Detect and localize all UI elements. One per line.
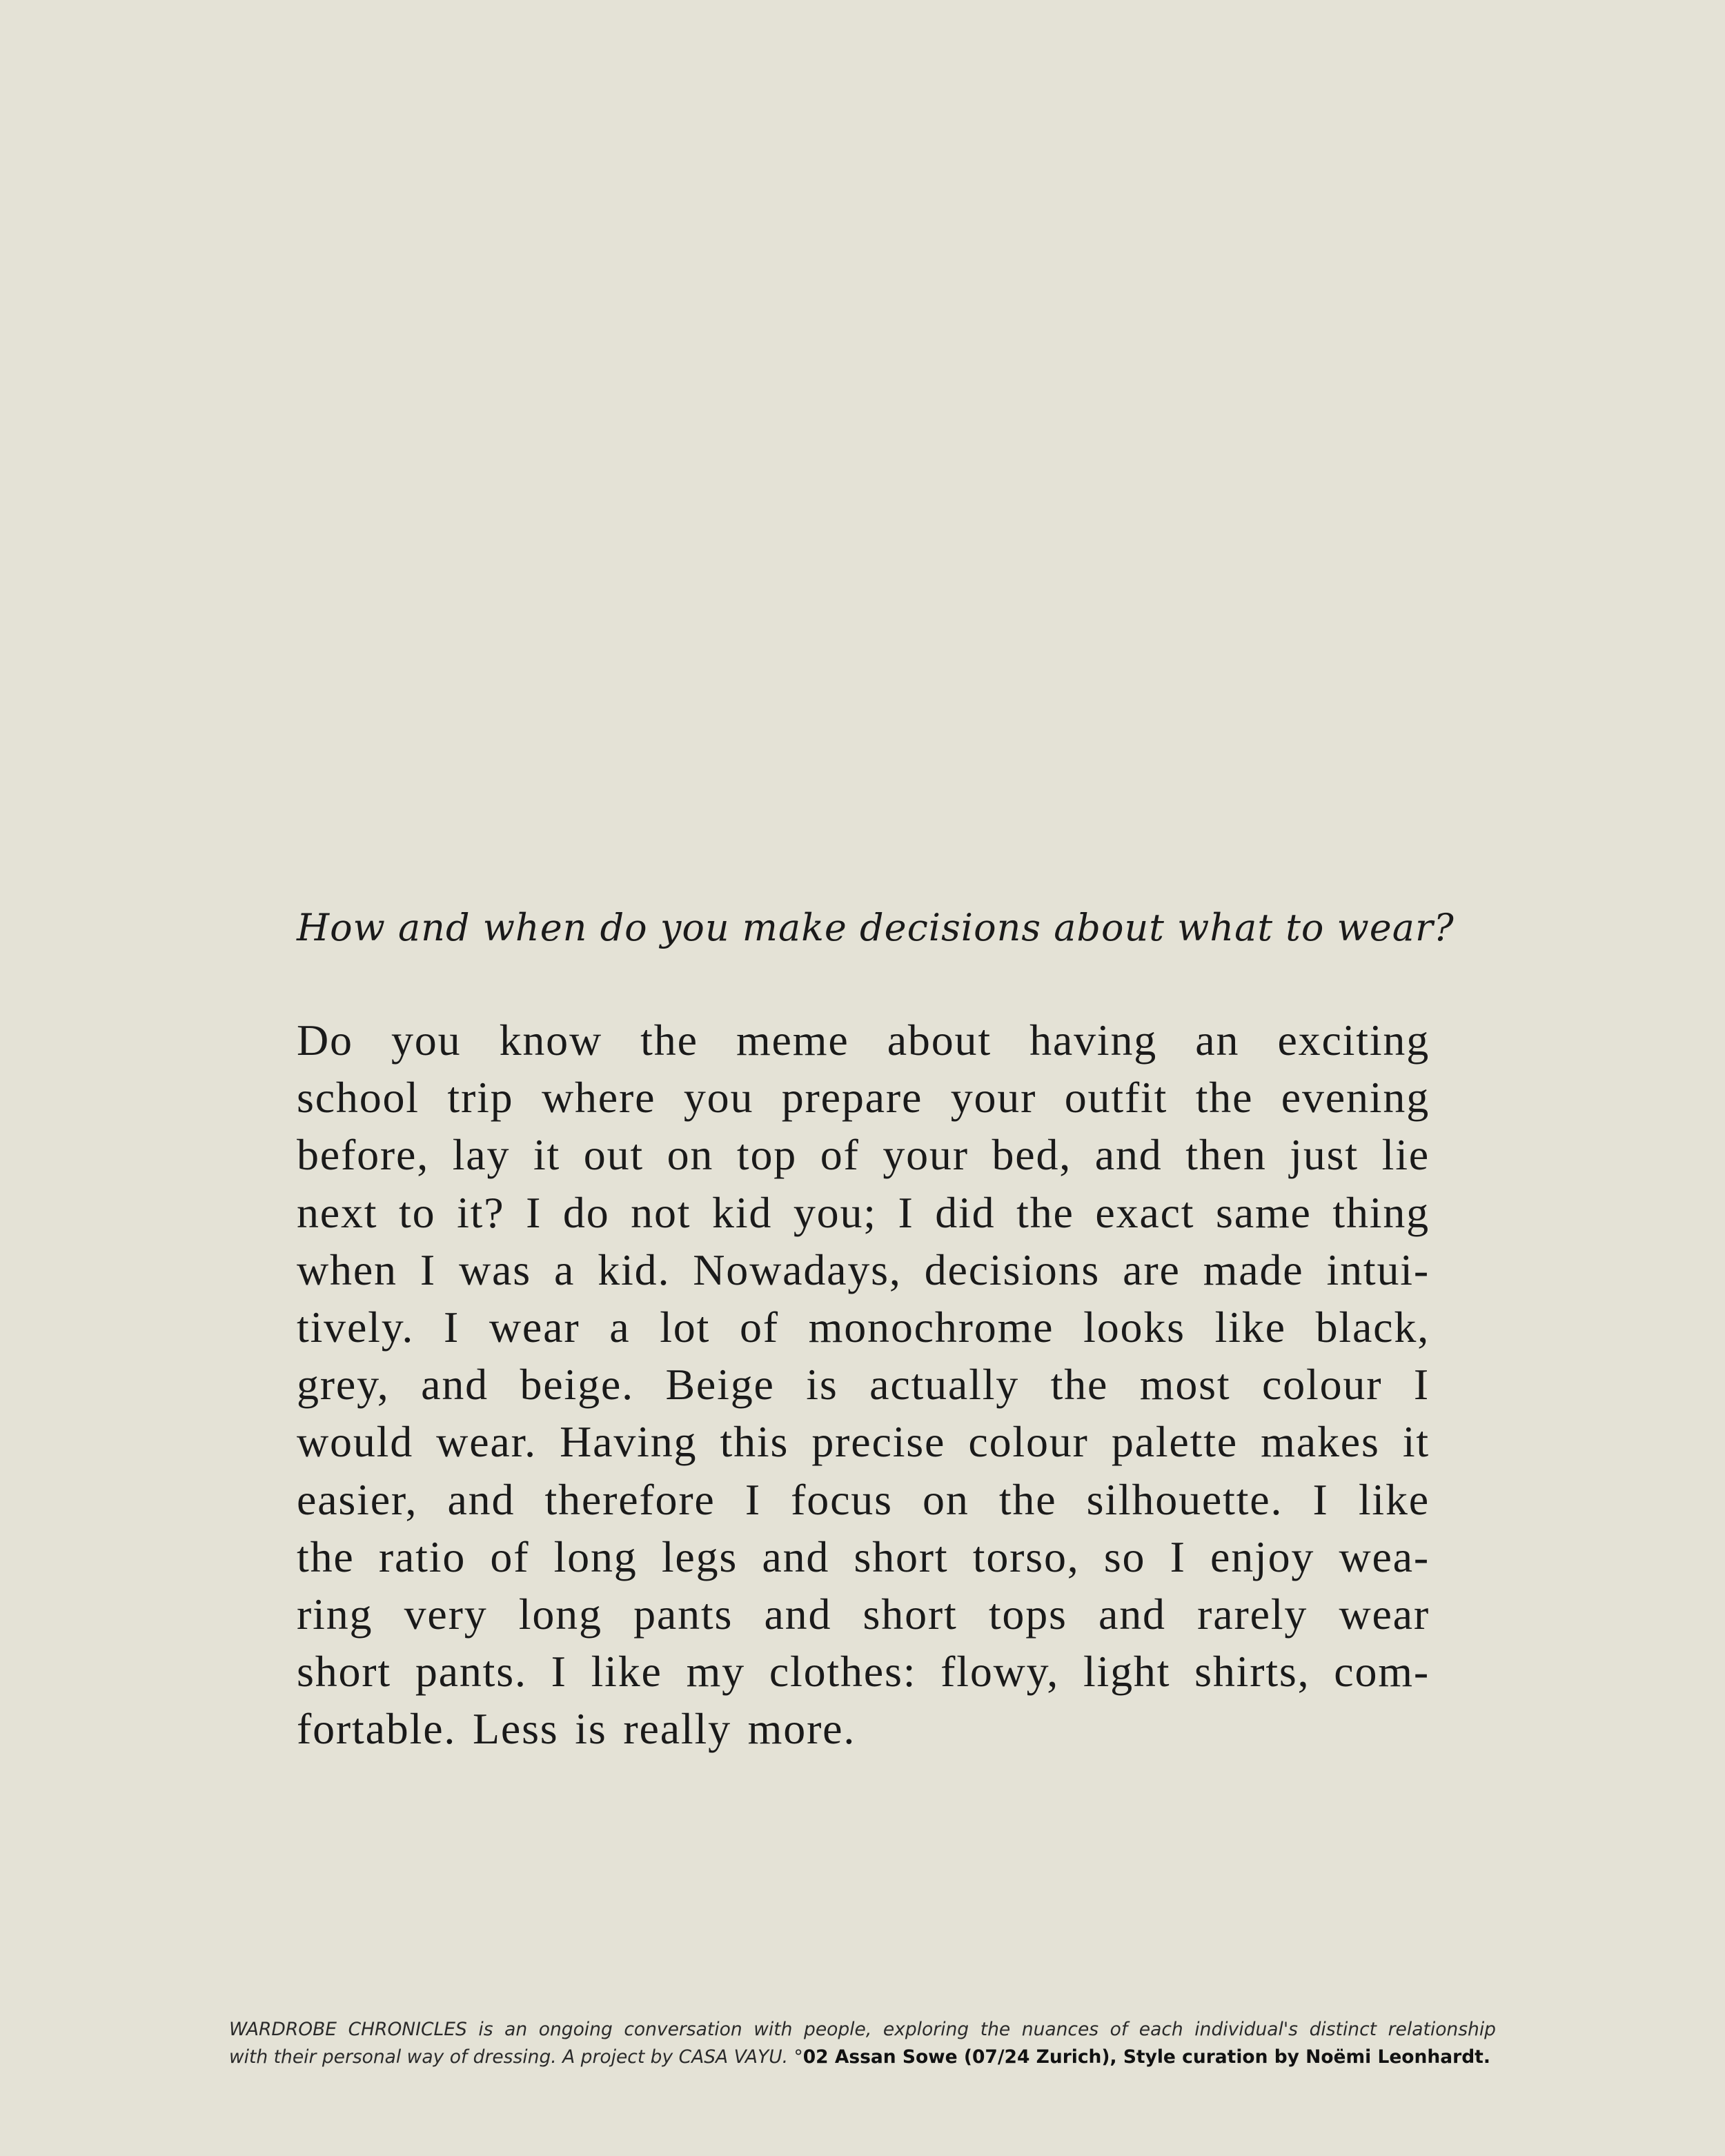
answer-line: when I was a kid. Nowadays, decisions are made intui- <box>297 1245 1430 1294</box>
footer-line-1: WARDROBE CHRONICLES is an ongoing conversation with people, exploring the nuances of each individual's distinct relationship <box>229 2019 1496 2040</box>
footer-credit: 02 Assan Sowe (07/24 Zurich), Style curation by Noëmi Leonhardt. <box>802 2046 1490 2068</box>
answer-line: fortable. Less is really more. <box>297 1704 856 1754</box>
answer-line: next to it? I do not kid you; I did the exact same thing <box>297 1187 1430 1237</box>
answer-line: easier, and therefore I focus on the silhouette. I like <box>297 1474 1430 1524</box>
answer-line: tively. I wear a lot of monochrome looks like black, <box>297 1302 1430 1352</box>
footer-caption <box>229 2016 1496 2071</box>
footer-line-2 <box>229 2044 1496 2071</box>
answer-line: short pants. I like my clothes: flowy, light shirts, com- <box>297 1647 1430 1697</box>
interview-question: How and when do you make decisions about what to wear? <box>297 906 1455 949</box>
interview-answer <box>297 1011 1430 1757</box>
answer-line: before, lay it out on top of your bed, and then just lie <box>297 1130 1430 1180</box>
answer-line: Do you know the meme about having an exciting <box>297 1016 1430 1065</box>
footer-project-text: with their personal way of dressing. A project by CASA VAYU. ° <box>229 2046 803 2068</box>
answer-line: ring very long pants and short tops and rarely wear <box>297 1589 1430 1639</box>
answer-line: the ratio of long legs and short torso, so I enjoy wea- <box>297 1532 1430 1581</box>
answer-line: grey, and beige. Beige is actually the most colour I <box>297 1360 1430 1410</box>
answer-line: school trip where you prepare your outfit the evening <box>297 1073 1430 1122</box>
answer-line: would wear. Having this precise colour palette makes it <box>297 1417 1430 1467</box>
